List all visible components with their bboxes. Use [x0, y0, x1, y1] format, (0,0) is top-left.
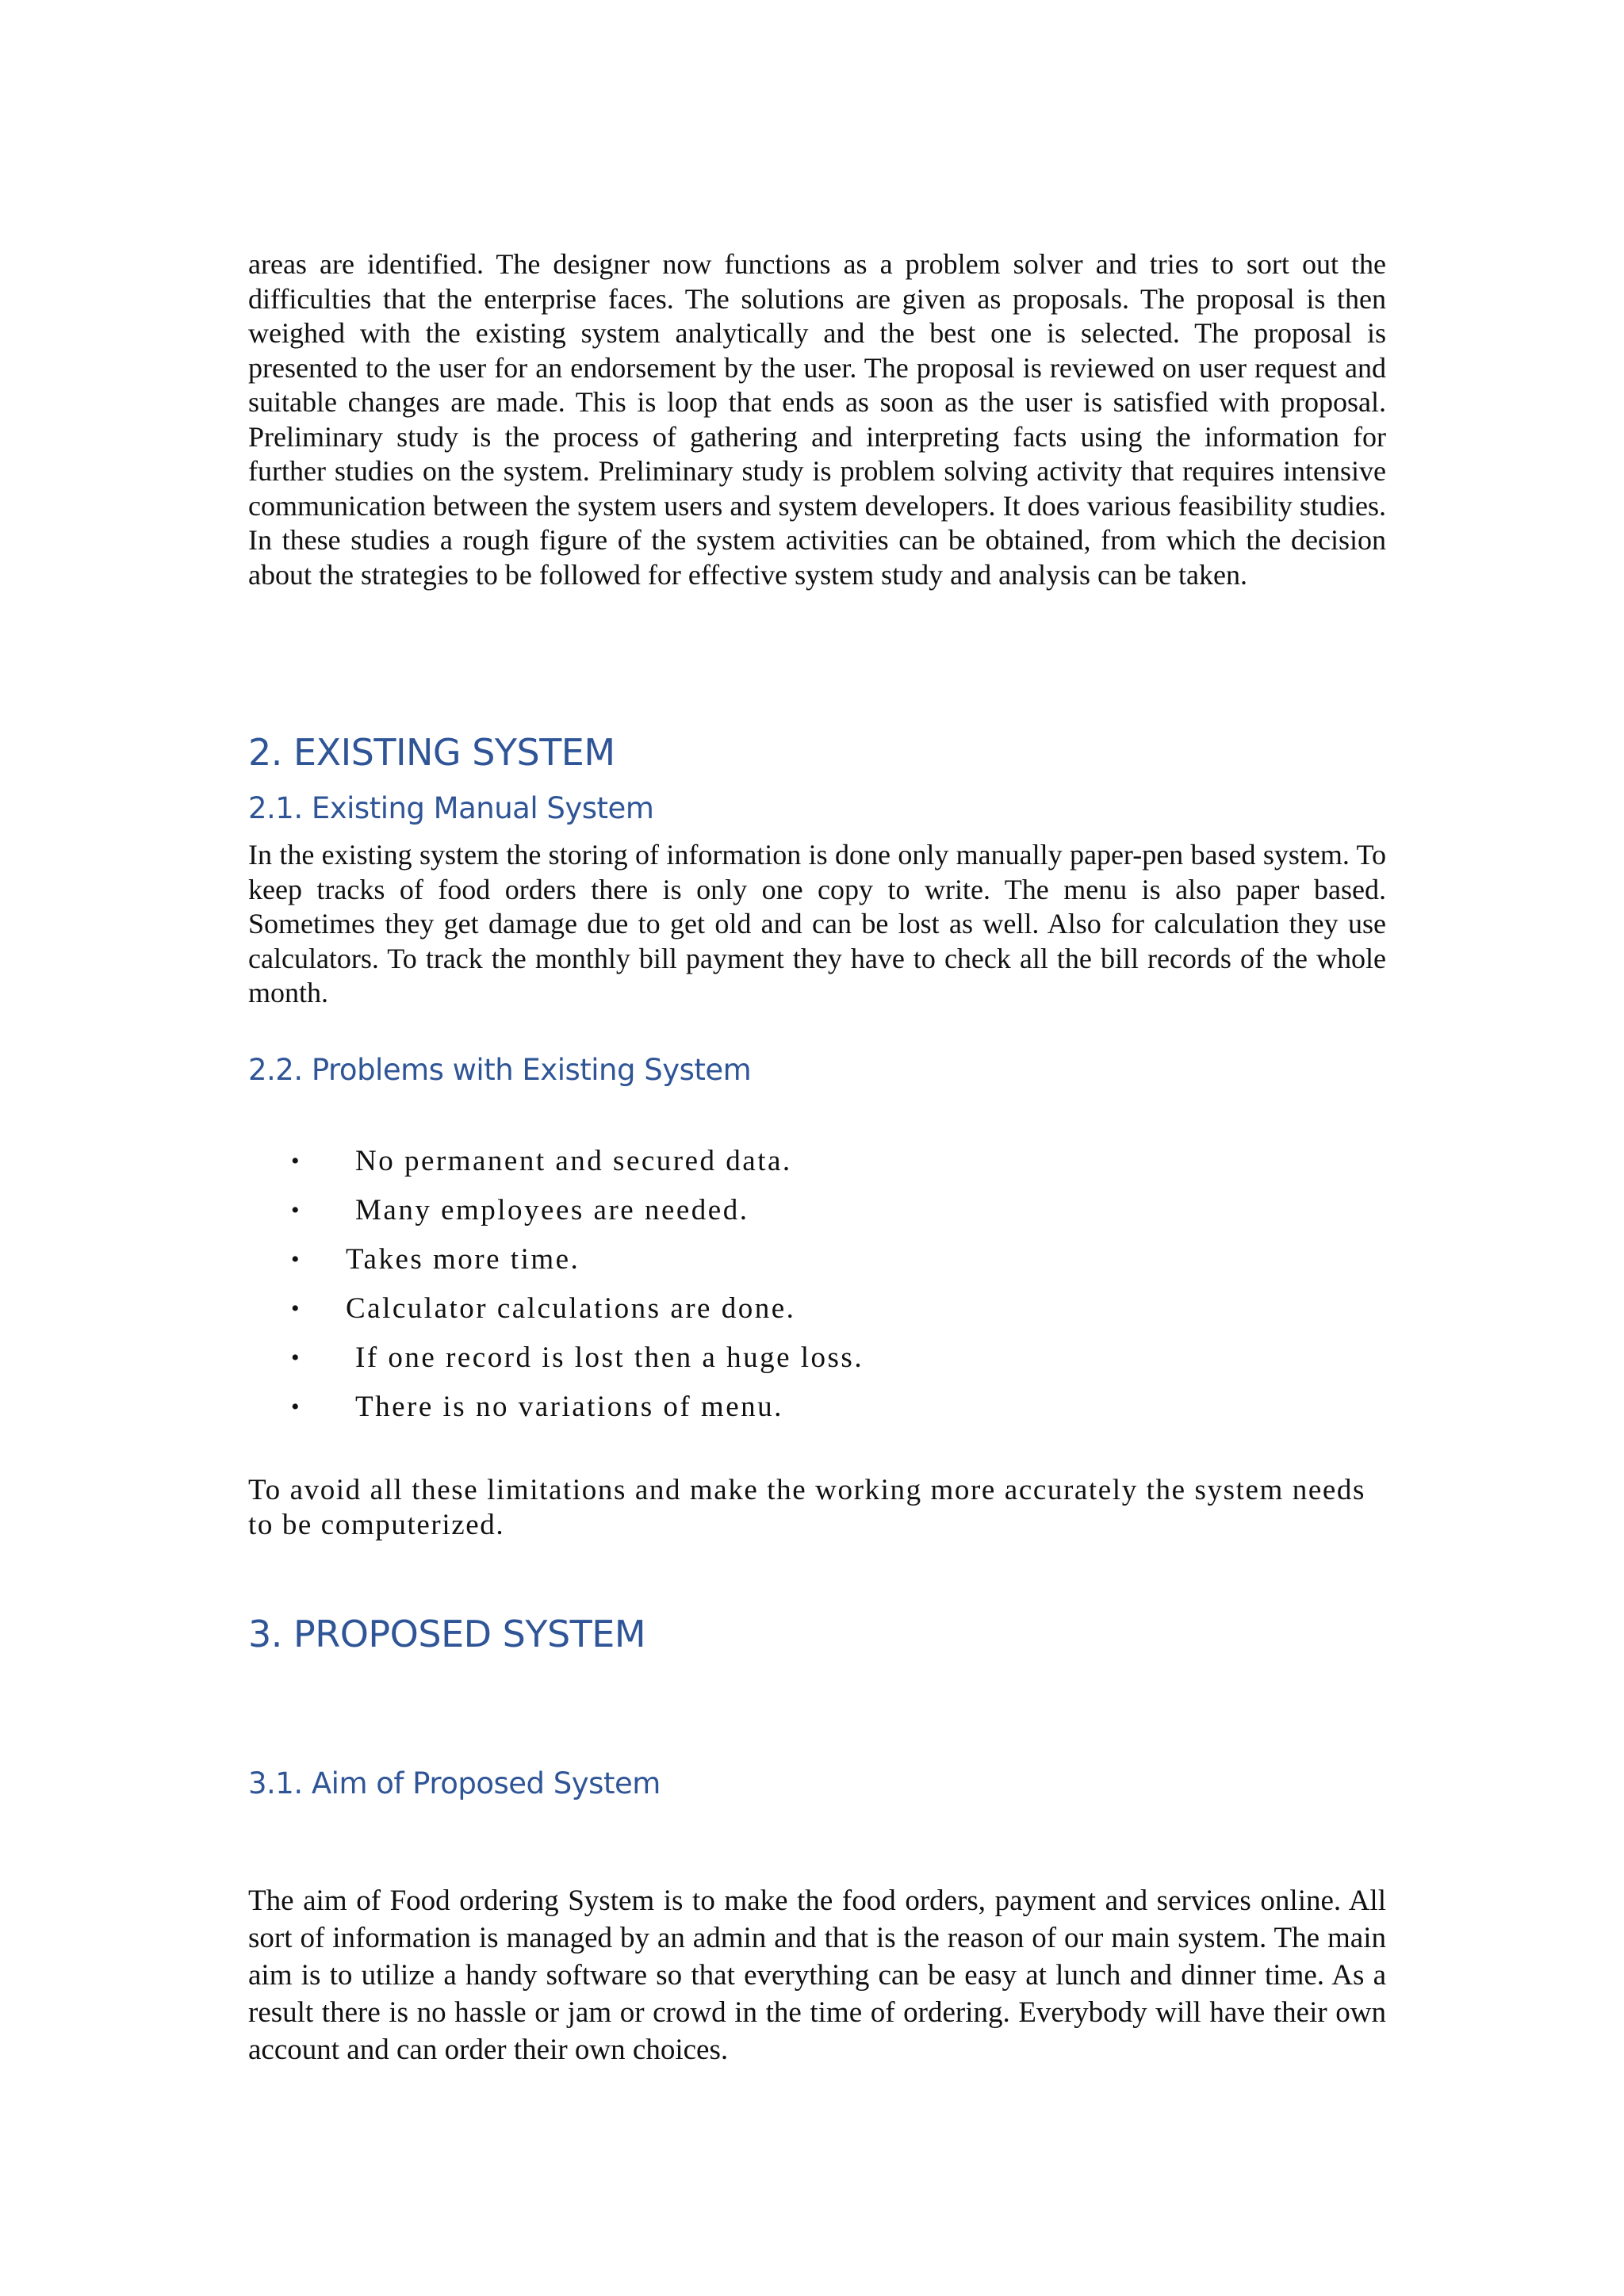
- list-item-text: There is no variations of menu.: [355, 1391, 783, 1423]
- bullet-icon: •: [291, 1246, 300, 1272]
- list-item-text: Calculator calculations are done.: [346, 1292, 796, 1325]
- list-item-text: If one record is lost then a huge loss.: [355, 1341, 864, 1374]
- subsection-heading-aim: 3.1. Aim of Proposed System: [248, 1766, 661, 1800]
- list-item-text: No permanent and secured data.: [355, 1145, 792, 1177]
- conclusion-line: to be computerized.: [248, 1509, 505, 1541]
- subsection-heading-problems: 2.2. Problems with Existing System: [248, 1053, 752, 1087]
- section-heading-proposed-system: 3. PROPOSED SYSTEM: [248, 1613, 646, 1655]
- bullet-icon: •: [291, 1148, 300, 1174]
- list-item-text: Many employees are needed.: [355, 1194, 749, 1226]
- bullet-icon: •: [291, 1345, 300, 1371]
- existing-system-paragraph: In the existing system the storing of information is done only manually paper-pen based system. To keep tracks of food orders there is only one copy to write. The menu is also paper based. Sometimes they get damage due to get old and can be lost as well. Also for calculation they use calculators. To track the monthly bill payment they have to check all the bill records of the whole month.: [248, 839, 1386, 1008]
- subsection-heading-existing-manual-system: 2.1. Existing Manual System: [248, 791, 654, 825]
- list-item-text: Takes more time.: [346, 1243, 580, 1276]
- bullet-icon: •: [291, 1394, 300, 1420]
- section-heading-existing-system: 2. EXISTING SYSTEM: [248, 731, 615, 774]
- aim-paragraph: The aim of Food ordering System is to make the food orders, payment and services online. All sort of information is managed by an admin and that is the reason of our main system. The main aim is to utilize a handy software so that everything can be easy at lunch and dinner time. As a result there is no hassle or jam or crowd in the time of ordering. Everybody will have their own account and can order their own choices.: [248, 1885, 1386, 2066]
- conclusion-paragraph: [248, 1473, 1386, 1543]
- bullet-icon: •: [291, 1295, 300, 1322]
- intro-paragraph: areas are identified. The designer now functions as a problem solver and tries to sort out the difficulties that the enterprise faces. The solutions are given as proposals. The proposal is then weighed with the existing system analytically and the best one is selected. The proposal is presented to the user for an endorsement by the user. The proposal is reviewed on user request and suitable changes are made. This is loop that ends as soon as the user is satisfied with proposal. Preliminary study is the process of gathering and interpreting facts using the information for further studies on the system. Preliminary study is problem solving activity that requires intensive communication between the system users and system developers. It does various feasibility studies. In these studies a rough figure of the system activities can be obtained, from which the decision about the strategies to be followed for effective system study and analysis can be taken.: [248, 248, 1386, 591]
- conclusion-line: To avoid all these limitations and make the working more accurately the system needs: [248, 1474, 1365, 1506]
- bullet-icon: •: [291, 1197, 300, 1223]
